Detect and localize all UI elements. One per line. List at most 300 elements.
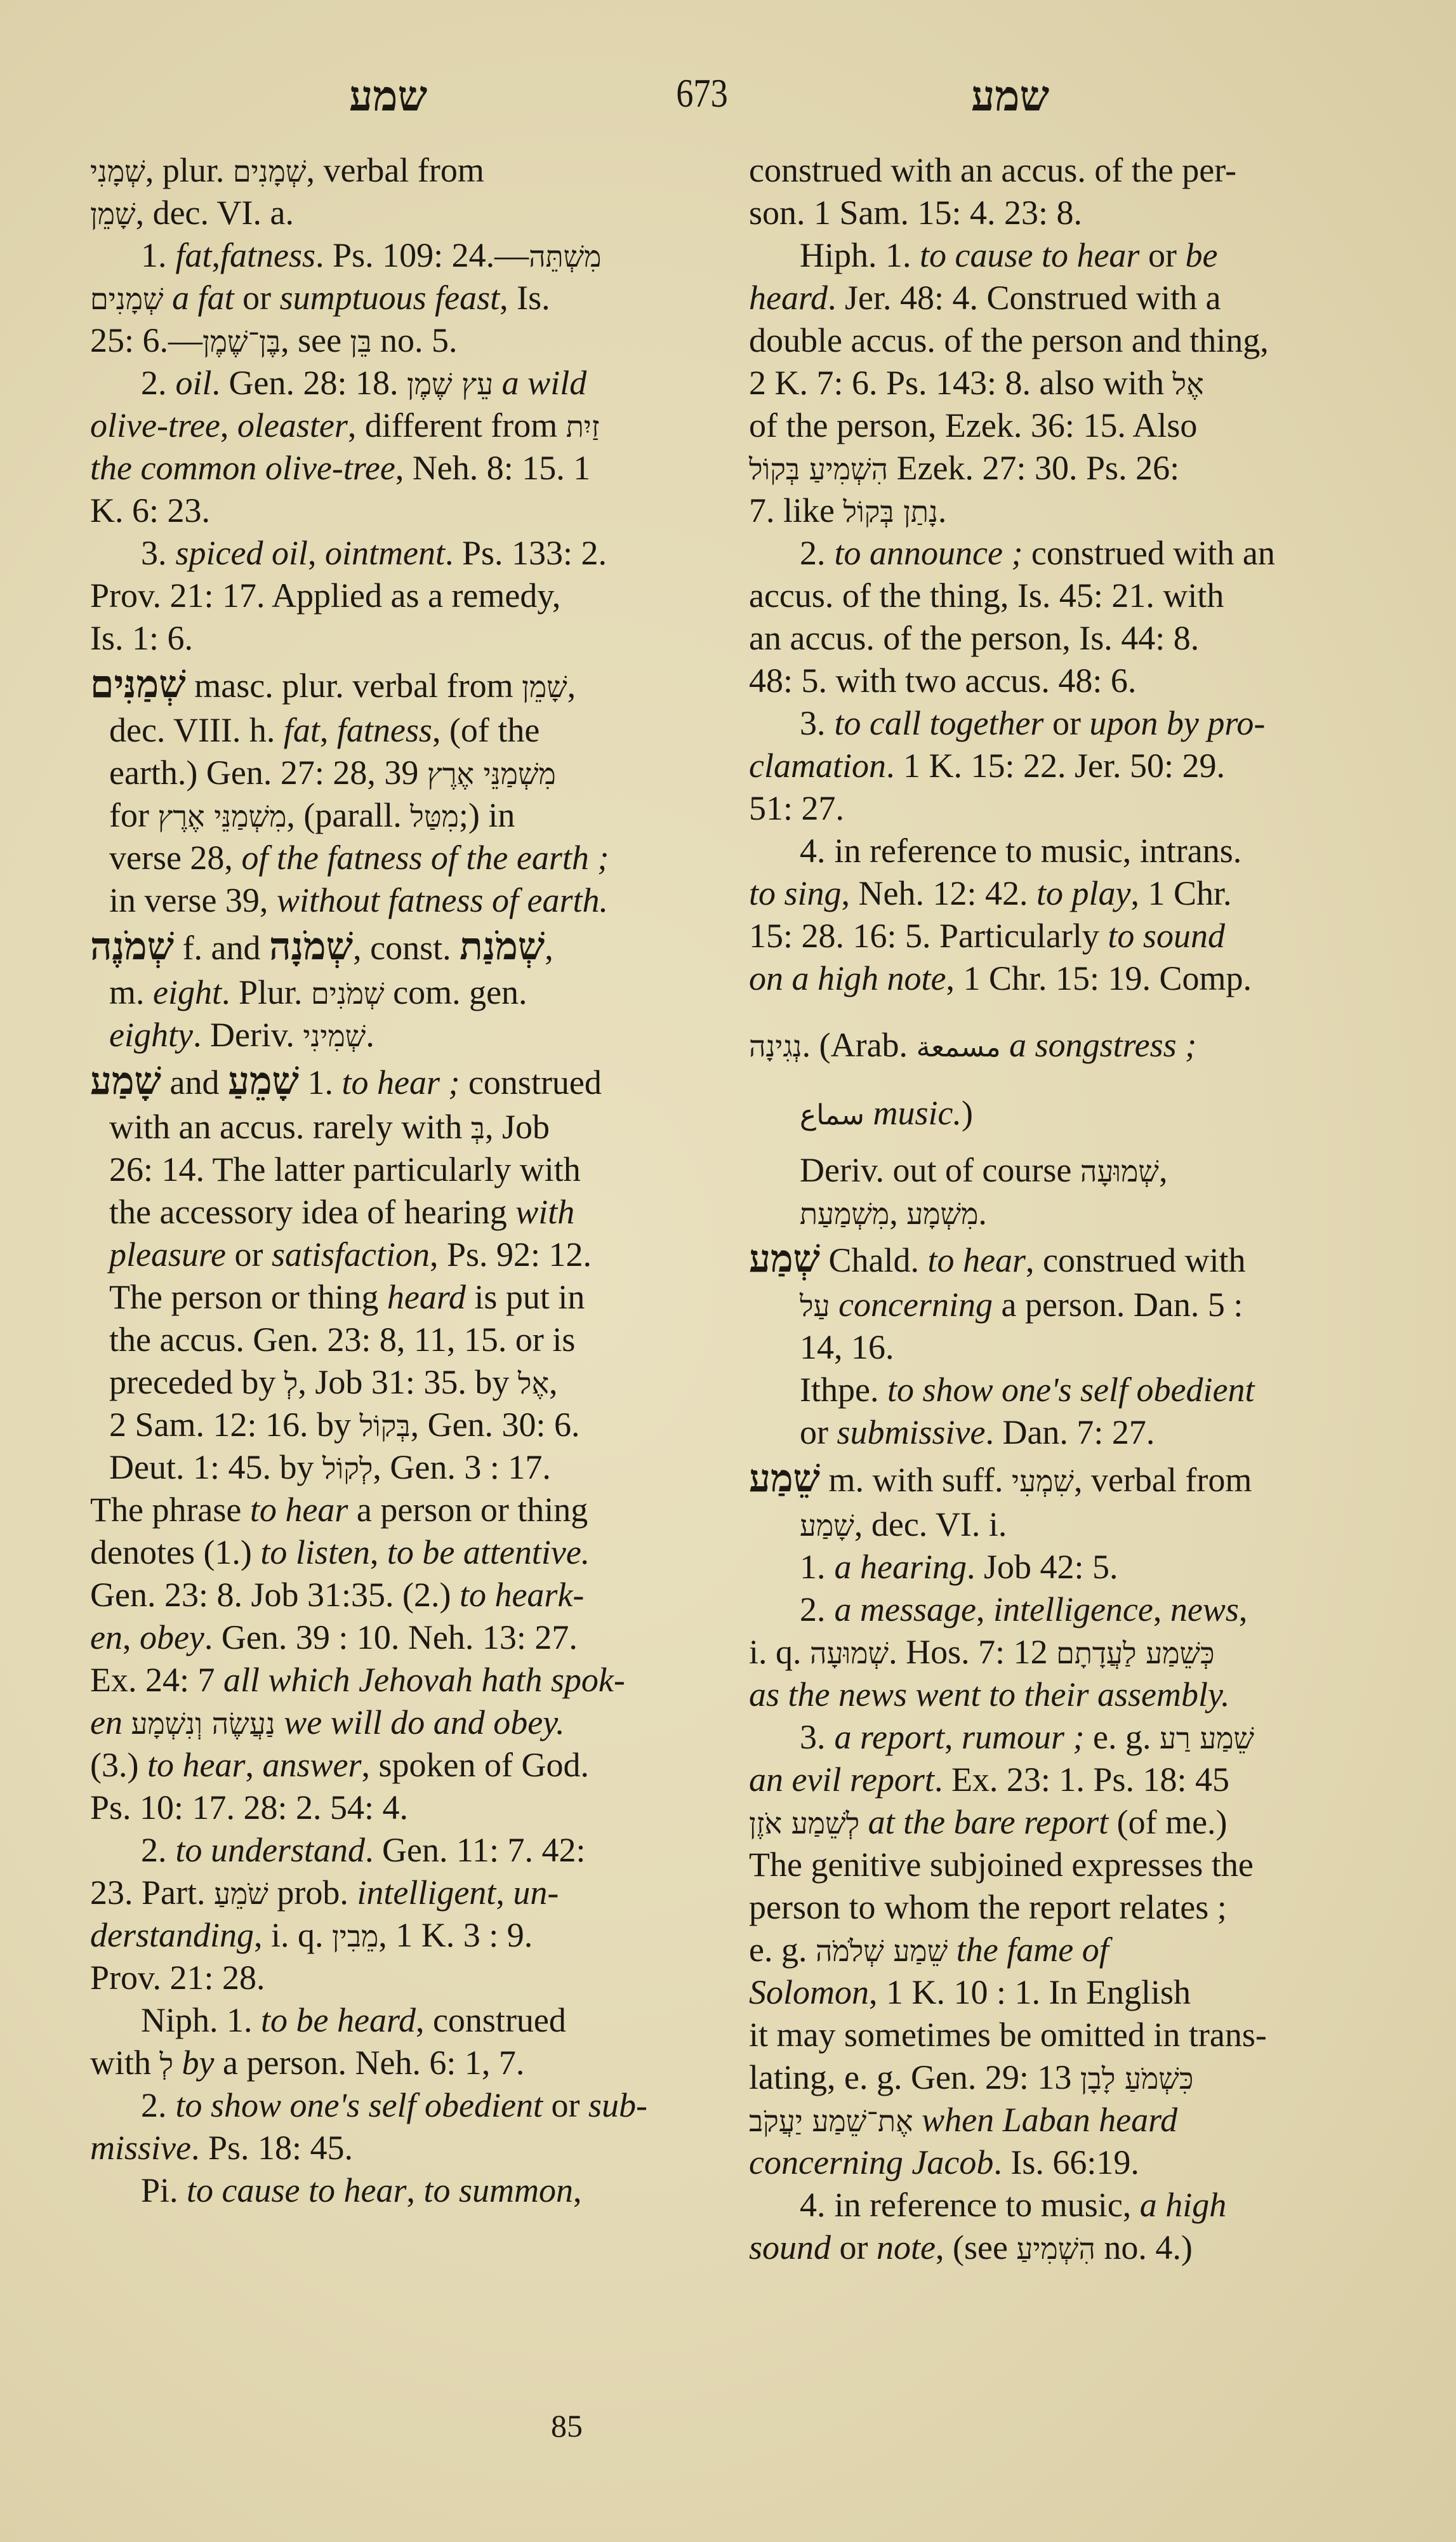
hebrew-term: מִשְׁמַעַת bbox=[800, 1197, 890, 1231]
text-line bbox=[90, 1404, 715, 1446]
text-run: , bbox=[944, 1718, 962, 1756]
sense-number: 4. bbox=[800, 2186, 826, 2224]
text-line bbox=[90, 1319, 715, 1361]
text-line bbox=[90, 971, 715, 1014]
italic-gloss: intelligence bbox=[993, 1590, 1153, 1628]
text-line bbox=[749, 617, 1365, 660]
text-line bbox=[90, 277, 715, 319]
hebrew-term: בְּ bbox=[470, 1111, 485, 1145]
text-run: . (Arab. bbox=[802, 1026, 917, 1064]
text-run: preceded by bbox=[109, 1363, 284, 1401]
text-run: Ithpe. bbox=[800, 1371, 887, 1409]
italic-gloss: to announce ; bbox=[834, 534, 1023, 572]
italic-gloss: concerning bbox=[830, 1286, 993, 1324]
italic-gloss: olive-tree bbox=[90, 406, 220, 444]
italic-gloss: note bbox=[877, 2228, 936, 2266]
right-column bbox=[749, 149, 1365, 2269]
text-run: double accus. of the person and thing, bbox=[749, 321, 1269, 359]
text-run: or bbox=[831, 2228, 877, 2266]
text-run: com. gen. bbox=[384, 973, 527, 1011]
text-run: 23. Part. bbox=[90, 1873, 214, 1912]
text-line bbox=[749, 404, 1365, 447]
italic-gloss: sumptuous feast bbox=[279, 279, 500, 317]
hebrew-term: שְׁמוּעָה bbox=[810, 1636, 889, 1670]
text-line bbox=[749, 149, 1365, 192]
hebrew-term: לְ bbox=[159, 2047, 174, 2081]
text-line bbox=[90, 2084, 715, 2127]
italic-gloss: missive bbox=[90, 2129, 191, 2167]
hebrew-term: עַל bbox=[800, 1289, 830, 1323]
sense-number: 1. bbox=[141, 236, 167, 274]
italic-gloss: en bbox=[90, 1618, 122, 1656]
text-run: or bbox=[1139, 236, 1186, 274]
text-line bbox=[90, 1829, 715, 1872]
text-run: , bbox=[889, 1194, 907, 1232]
text-run: it may sometimes be omitted in trans- bbox=[749, 2016, 1267, 2054]
italic-gloss: to listen bbox=[260, 1533, 370, 1571]
sense-number: 2. bbox=[141, 364, 167, 402]
hebrew-term: לְ bbox=[284, 1366, 298, 1401]
text-line bbox=[749, 660, 1365, 702]
text-run: . Gen. 28: 18. bbox=[211, 364, 407, 402]
headword: שָׁמֵעַ bbox=[227, 1059, 299, 1103]
italic-gloss: fatness bbox=[220, 236, 316, 274]
italic-gloss: a hearing bbox=[834, 1548, 967, 1586]
italic-gloss: satisfaction bbox=[271, 1235, 430, 1274]
text-run: no. 5. bbox=[371, 321, 458, 359]
text-line bbox=[749, 1326, 1365, 1369]
text-line bbox=[749, 1716, 1365, 1759]
italic-gloss: be bbox=[1185, 236, 1218, 274]
text-run: , bbox=[319, 711, 337, 749]
arabic-term: مسمعة bbox=[916, 1031, 1001, 1063]
text-line bbox=[90, 575, 715, 617]
text-run: , bbox=[545, 929, 553, 967]
text-run: , bbox=[1153, 1590, 1170, 1628]
hebrew-term: לְשֵׁמַע אֹזֶן bbox=[749, 1806, 860, 1840]
italic-gloss: eight bbox=[153, 973, 222, 1011]
hebrew-term: שְׁמָנִים bbox=[232, 154, 307, 189]
text-line bbox=[749, 532, 1365, 575]
italic-gloss: to show one's self obedient bbox=[175, 2086, 543, 2124]
text-run: . bbox=[937, 491, 947, 529]
italic-gloss: eighty bbox=[109, 1016, 193, 1054]
text-line bbox=[90, 1106, 715, 1148]
text-run: masc. plur. verbal from bbox=[185, 667, 522, 705]
text-run: The phrase bbox=[90, 1491, 250, 1529]
sense-number: 2. bbox=[141, 2086, 167, 2124]
text-run: person to whom the report relates ; bbox=[749, 1888, 1227, 1926]
page-number: 673 bbox=[676, 70, 728, 116]
text-line bbox=[749, 830, 1365, 872]
text-run: , dec. VI. i. bbox=[854, 1505, 1007, 1543]
text-run: , bbox=[406, 2171, 424, 2209]
text-run: 25: 6.— bbox=[90, 321, 203, 359]
text-line bbox=[90, 1531, 715, 1574]
text-line bbox=[90, 1191, 715, 1234]
italic-gloss: sub- bbox=[588, 2086, 647, 2124]
text-run: m. with suff. bbox=[820, 1461, 1012, 1499]
text-run: an accus. of the person, Is. 44: 8. bbox=[749, 619, 1200, 657]
text-run: , bbox=[245, 1746, 263, 1784]
text-run: Is. 1: 6. bbox=[90, 619, 193, 657]
text-line bbox=[90, 1148, 715, 1191]
text-line bbox=[90, 1787, 715, 1829]
italic-gloss: to hear bbox=[927, 1241, 1026, 1279]
text-line bbox=[749, 2184, 1365, 2226]
italic-gloss: to heark- bbox=[459, 1576, 585, 1614]
italic-gloss: to play bbox=[1036, 874, 1131, 912]
text-run: , i. q. bbox=[254, 1916, 333, 1954]
text-run: or bbox=[1043, 704, 1090, 742]
text-run: , Ps. 92: 12. bbox=[429, 1235, 592, 1274]
text-run: lating, e. g. Gen. 29: 13 bbox=[749, 2058, 1080, 2096]
text-run: construed with an bbox=[1023, 534, 1275, 572]
text-run: Deut. 1: 45. by bbox=[109, 1448, 322, 1486]
headword: שֵׁמַע bbox=[749, 1456, 821, 1501]
header-right-catchword: שמע bbox=[971, 71, 1050, 121]
italic-gloss: without fatness of earth. bbox=[276, 881, 608, 919]
text-run: e. g. bbox=[1084, 1718, 1160, 1756]
text-run: 51: 27. bbox=[749, 789, 845, 827]
text-line bbox=[90, 1872, 715, 1914]
hebrew-term: שְׁמֹנִים bbox=[311, 976, 385, 1011]
text-line bbox=[749, 1149, 1365, 1192]
text-run: , dec. VI. a. bbox=[135, 194, 294, 232]
italic-gloss: oil bbox=[175, 364, 212, 402]
text-run: Ezek. 27: 30. Ps. 26: bbox=[888, 449, 1180, 487]
hebrew-term: בֶּן־שֶׁמֶן bbox=[202, 324, 281, 359]
text-run: in reference to music, intrans. bbox=[834, 832, 1242, 870]
text-line bbox=[749, 234, 1365, 277]
text-line bbox=[90, 1701, 715, 1744]
italic-gloss: heard bbox=[387, 1278, 466, 1316]
italic-gloss: at the bare report bbox=[859, 1803, 1109, 1841]
text-run: 48: 5. with two accus. 48: 6. bbox=[749, 662, 1137, 700]
text-run: . Hos. 7: 12 bbox=[889, 1633, 1057, 1671]
text-line bbox=[749, 1411, 1365, 1454]
hebrew-term: שֹׁמֵעַ bbox=[214, 1877, 268, 1911]
hebrew-term: אֶל bbox=[1172, 367, 1204, 401]
text-line bbox=[749, 2226, 1365, 2269]
text-line bbox=[90, 660, 715, 709]
text-run: . Ex. 23: 1. Ps. 18: 45 bbox=[934, 1760, 1229, 1799]
text-run: , Is. bbox=[500, 279, 550, 317]
header-left-catchword: שמע bbox=[349, 71, 428, 121]
italic-gloss: to sing bbox=[749, 874, 842, 912]
text-run: in verse 39, bbox=[109, 881, 277, 919]
text-line bbox=[749, 1369, 1365, 1411]
hebrew-term: שְׁמִינִי bbox=[303, 1019, 366, 1053]
arabic-term: سماع bbox=[800, 1099, 864, 1131]
text-run: the accessory idea of hearing bbox=[109, 1193, 516, 1231]
hebrew-term: שָׁמֵן bbox=[522, 670, 567, 704]
text-run: . Deriv. bbox=[192, 1016, 303, 1054]
text-run: or bbox=[543, 2086, 588, 2124]
left-column bbox=[90, 149, 715, 2212]
text-run: , Gen. 3 : 17. bbox=[373, 1448, 551, 1486]
text-run: 14, 16. bbox=[800, 1328, 894, 1366]
text-line bbox=[90, 1744, 715, 1787]
italic-gloss: to summon bbox=[423, 2171, 574, 2209]
text-line bbox=[749, 319, 1365, 362]
hebrew-term: נְגִינָה bbox=[749, 1029, 802, 1063]
text-run: or bbox=[225, 1235, 272, 1274]
italic-gloss: we will do and obey. bbox=[275, 1703, 565, 1741]
text-line bbox=[749, 2141, 1365, 2184]
italic-gloss: obey bbox=[139, 1618, 204, 1656]
text-run: . bbox=[978, 1194, 987, 1232]
text-run: Prov. 21: 17. Applied as a remedy, bbox=[90, 576, 561, 615]
hebrew-term: עֵץ שֶׁמֶן bbox=[406, 367, 494, 401]
text-run: Deriv. out of course bbox=[800, 1151, 1080, 1189]
sense-number: 1. bbox=[800, 1548, 826, 1586]
text-line bbox=[749, 1454, 1365, 1503]
italic-gloss: fat bbox=[283, 711, 320, 749]
text-run: , verbal from bbox=[306, 151, 484, 189]
italic-gloss: of the fatness of the earth ; bbox=[241, 839, 609, 877]
text-line bbox=[90, 1659, 715, 1701]
hebrew-term: מִשְׁמַנֵּי אֶרֶץ bbox=[427, 757, 556, 791]
text-line bbox=[749, 1234, 1365, 1284]
hebrew-term: הִשְׁמִיעַ בְּקוֹל bbox=[749, 452, 889, 486]
italic-gloss: sound bbox=[749, 2228, 831, 2266]
headword: שָׁמַע bbox=[90, 1059, 162, 1103]
text-line bbox=[749, 489, 1365, 532]
text-run: 26: 14. The latter particularly with bbox=[109, 1150, 581, 1188]
text-line bbox=[90, 149, 715, 192]
text-line bbox=[749, 1284, 1365, 1326]
headword: שְׁמַנִּים bbox=[90, 662, 186, 707]
text-run: Prov. 21: 28. bbox=[90, 1959, 265, 1997]
text-line bbox=[90, 1361, 715, 1404]
text-run: for bbox=[109, 796, 158, 834]
hebrew-term: שָׁמֵן bbox=[90, 197, 136, 231]
text-line bbox=[749, 872, 1365, 915]
text-run: , bbox=[307, 534, 325, 572]
italic-gloss: a wild bbox=[493, 364, 587, 402]
text-line bbox=[90, 1446, 715, 1489]
text-run: dec. VIII. h. bbox=[109, 711, 284, 749]
hebrew-term: הִשְׁמִיעַ bbox=[1016, 2232, 1095, 2266]
italic-gloss: answer bbox=[262, 1746, 362, 1784]
text-line bbox=[90, 1999, 715, 2042]
text-run: , 1 Chr. 15: 19. Comp. bbox=[946, 959, 1252, 997]
hebrew-term: לְקוֹל bbox=[322, 1451, 373, 1486]
text-line bbox=[749, 1092, 1365, 1149]
text-run: in reference to music, bbox=[834, 2186, 1140, 2224]
text-run: Ps. 10: 17. 28: 2. 54: 4. bbox=[90, 1788, 409, 1827]
text-run: . Ps. 18: 45. bbox=[190, 2129, 354, 2167]
italic-gloss: to cause to hear bbox=[187, 2171, 407, 2209]
text-run: the accus. Gen. 23: 8, 11, 15. or is bbox=[109, 1321, 576, 1359]
italic-gloss: an evil report bbox=[749, 1760, 934, 1799]
italic-gloss: as the news went to their assembly. bbox=[749, 1675, 1230, 1714]
italic-gloss: news bbox=[1170, 1590, 1239, 1628]
text-run: , plur. bbox=[145, 151, 233, 189]
italic-gloss: when Laban heard bbox=[913, 2101, 1178, 2139]
text-run: accus. of the thing, Is. 45: 21. with bbox=[749, 576, 1224, 615]
italic-gloss: heard bbox=[749, 279, 828, 317]
italic-gloss: oleaster bbox=[237, 406, 348, 444]
signature-number: 85 bbox=[551, 2408, 583, 2444]
italic-gloss: submissive bbox=[837, 1413, 986, 1451]
text-run: , see bbox=[281, 321, 350, 359]
italic-gloss: intelligent bbox=[357, 1873, 496, 1912]
hebrew-term: שְׁמָנִי bbox=[90, 154, 145, 189]
text-line bbox=[749, 1844, 1365, 1886]
text-run: . Job 42: 5. bbox=[967, 1548, 1118, 1586]
text-line bbox=[90, 2042, 715, 2084]
text-run: , construed with bbox=[1026, 1241, 1246, 1279]
italic-gloss: spiced oil bbox=[175, 534, 308, 572]
text-run: , (see bbox=[935, 2228, 1017, 2266]
text-run: K. 6: 23. bbox=[90, 491, 210, 529]
text-line bbox=[90, 404, 715, 447]
italic-gloss: fatness bbox=[336, 711, 432, 749]
hebrew-term: מִשְׁמָע bbox=[906, 1197, 979, 1231]
hebrew-term: אֶל bbox=[517, 1366, 550, 1401]
text-line bbox=[749, 575, 1365, 617]
hebrew-term: שְׁמוּעָה bbox=[1080, 1154, 1159, 1188]
text-line bbox=[90, 1574, 715, 1616]
text-line bbox=[749, 192, 1365, 234]
text-run: , (parall. bbox=[286, 796, 411, 834]
text-line bbox=[90, 1957, 715, 1999]
text-run: f. and bbox=[174, 929, 270, 967]
text-line bbox=[749, 2099, 1365, 2141]
text-run: or bbox=[234, 279, 280, 317]
hebrew-term: שֵׁמַע שְׁלֹמֹה bbox=[815, 1934, 948, 1968]
text-line bbox=[749, 702, 1365, 745]
sense-number: 2. bbox=[141, 1831, 167, 1869]
text-run: or bbox=[800, 1413, 837, 1451]
text-run: , bbox=[220, 406, 237, 444]
text-line bbox=[90, 1056, 715, 1106]
text-run: , Job bbox=[484, 1108, 550, 1146]
text-run: , bbox=[976, 1590, 993, 1628]
text-line bbox=[749, 1759, 1365, 1801]
text-run: Niph. 1. bbox=[141, 2001, 261, 2039]
text-run: , construed bbox=[415, 2001, 566, 2039]
italic-gloss: to be heard bbox=[261, 2001, 416, 2039]
text-line bbox=[90, 922, 715, 971]
text-run: . Is. 66:19. bbox=[993, 2143, 1139, 2181]
text-line bbox=[90, 1489, 715, 1531]
text-run: , bbox=[122, 1618, 140, 1656]
text-line bbox=[749, 277, 1365, 319]
text-line bbox=[90, 837, 715, 879]
text-line bbox=[749, 1024, 1365, 1067]
italic-gloss: to show one's self obedient bbox=[887, 1371, 1255, 1409]
text-line bbox=[90, 794, 715, 837]
text-run: . Gen. 39 : 10. Neh. 13: 27. bbox=[204, 1618, 578, 1656]
text-line bbox=[749, 2014, 1365, 2056]
text-run: The person or thing bbox=[109, 1278, 387, 1316]
text-run: Ex. 24: 7 bbox=[90, 1661, 223, 1699]
italic-gloss: to hear bbox=[147, 1746, 246, 1784]
text-run: with bbox=[90, 2044, 160, 2082]
text-run: , bbox=[369, 1533, 387, 1571]
text-run: , Neh. 12: 42. bbox=[841, 874, 1036, 912]
hebrew-term: בְּקוֹל bbox=[359, 1409, 411, 1443]
hebrew-term: אֶת־שֵׁמַע יַעֲקֹב bbox=[749, 2104, 913, 2138]
italic-gloss: to understand bbox=[175, 1831, 366, 1869]
text-run: of the person, Ezek. 36: 15. Also bbox=[749, 406, 1198, 444]
text-run: , (of the bbox=[432, 711, 540, 749]
sense-number: 3. bbox=[800, 704, 826, 742]
sense-number: 2. bbox=[800, 534, 826, 572]
text-line bbox=[90, 1234, 715, 1276]
text-line bbox=[90, 234, 715, 277]
italic-gloss: music. bbox=[864, 1094, 962, 1132]
text-line bbox=[749, 957, 1365, 1000]
text-run: Gen. 23: 8. Job 31:35. (2.) bbox=[90, 1576, 460, 1614]
text-run: . bbox=[366, 1016, 374, 1054]
text-run: , bbox=[211, 236, 221, 274]
text-run: , spoken of God. bbox=[361, 1746, 589, 1784]
italic-gloss: concerning Jacob bbox=[749, 2143, 994, 2181]
text-run: e. g. bbox=[749, 1931, 816, 1969]
italic-gloss: derstanding bbox=[90, 1916, 255, 1954]
hebrew-term: שְׁמָנִים bbox=[90, 282, 164, 316]
text-line bbox=[90, 319, 715, 362]
text-line bbox=[749, 447, 1365, 489]
hebrew-term: נַעֲשֶׂה וְנִשְׁמָע bbox=[131, 1707, 275, 1741]
text-line bbox=[90, 879, 715, 922]
text-run: , different from bbox=[347, 406, 566, 444]
text-run: . Ps. 109: 24.— bbox=[315, 236, 529, 274]
italic-gloss: rumour ; bbox=[962, 1718, 1085, 1756]
headword: שְׁמַע bbox=[749, 1237, 821, 1281]
text-run: . Ps. 133: 2. bbox=[444, 534, 607, 572]
hebrew-term: מִשְׁתֵּה bbox=[529, 239, 602, 274]
text-run: , bbox=[549, 1363, 558, 1401]
text-run: ) bbox=[961, 1094, 973, 1132]
text-line bbox=[90, 1914, 715, 1957]
text-run: a person. Neh. 6: 1, 7. bbox=[214, 2044, 525, 2082]
text-line bbox=[90, 192, 715, 234]
text-run: . 1 K. 15: 22. Jer. 50: 29. bbox=[885, 747, 1225, 785]
hebrew-term: זַיִת bbox=[566, 409, 600, 444]
text-line bbox=[749, 915, 1365, 957]
sense-number: 4. bbox=[800, 832, 826, 870]
text-run: The genitive subjoined expresses the bbox=[749, 1846, 1254, 1884]
text-run: , bbox=[573, 2171, 582, 2209]
text-run: a person. Dan. 5 : bbox=[992, 1286, 1243, 1324]
text-run: with an accus. rarely with bbox=[109, 1108, 471, 1146]
hebrew-term: כִּשְׁמֹעַ לָבָן bbox=[1080, 2061, 1194, 2096]
italic-gloss: the fame of bbox=[948, 1931, 1109, 1969]
text-line bbox=[90, 2127, 715, 2169]
text-run: . Plur. bbox=[222, 973, 312, 1011]
italic-gloss: a songstress ; bbox=[1000, 1026, 1197, 1064]
text-run: 2 K. 7: 6. Ps. 143: 8. also with bbox=[749, 364, 1173, 402]
text-run: denotes (1.) bbox=[90, 1533, 261, 1571]
hebrew-term: כְּשֵׁמַע לַעֲדָתָם bbox=[1056, 1636, 1215, 1670]
text-run: 15: 28. 16: 5. Particularly bbox=[749, 917, 1108, 955]
hebrew-term: שָׁמַע bbox=[800, 1508, 854, 1543]
text-line bbox=[749, 1971, 1365, 2014]
text-run: , 1 Chr. bbox=[1130, 874, 1232, 912]
text-run: earth.) Gen. 27: 28, 39 bbox=[109, 754, 427, 792]
text-run: . Gen. 11: 7. 42: bbox=[365, 1831, 586, 1869]
text-run: verse 28, bbox=[109, 839, 242, 877]
text-line bbox=[749, 2056, 1365, 2099]
text-line bbox=[749, 1801, 1365, 1844]
text-run: , 1 K. 3 : 9. bbox=[378, 1916, 533, 1954]
text-line bbox=[90, 447, 715, 489]
